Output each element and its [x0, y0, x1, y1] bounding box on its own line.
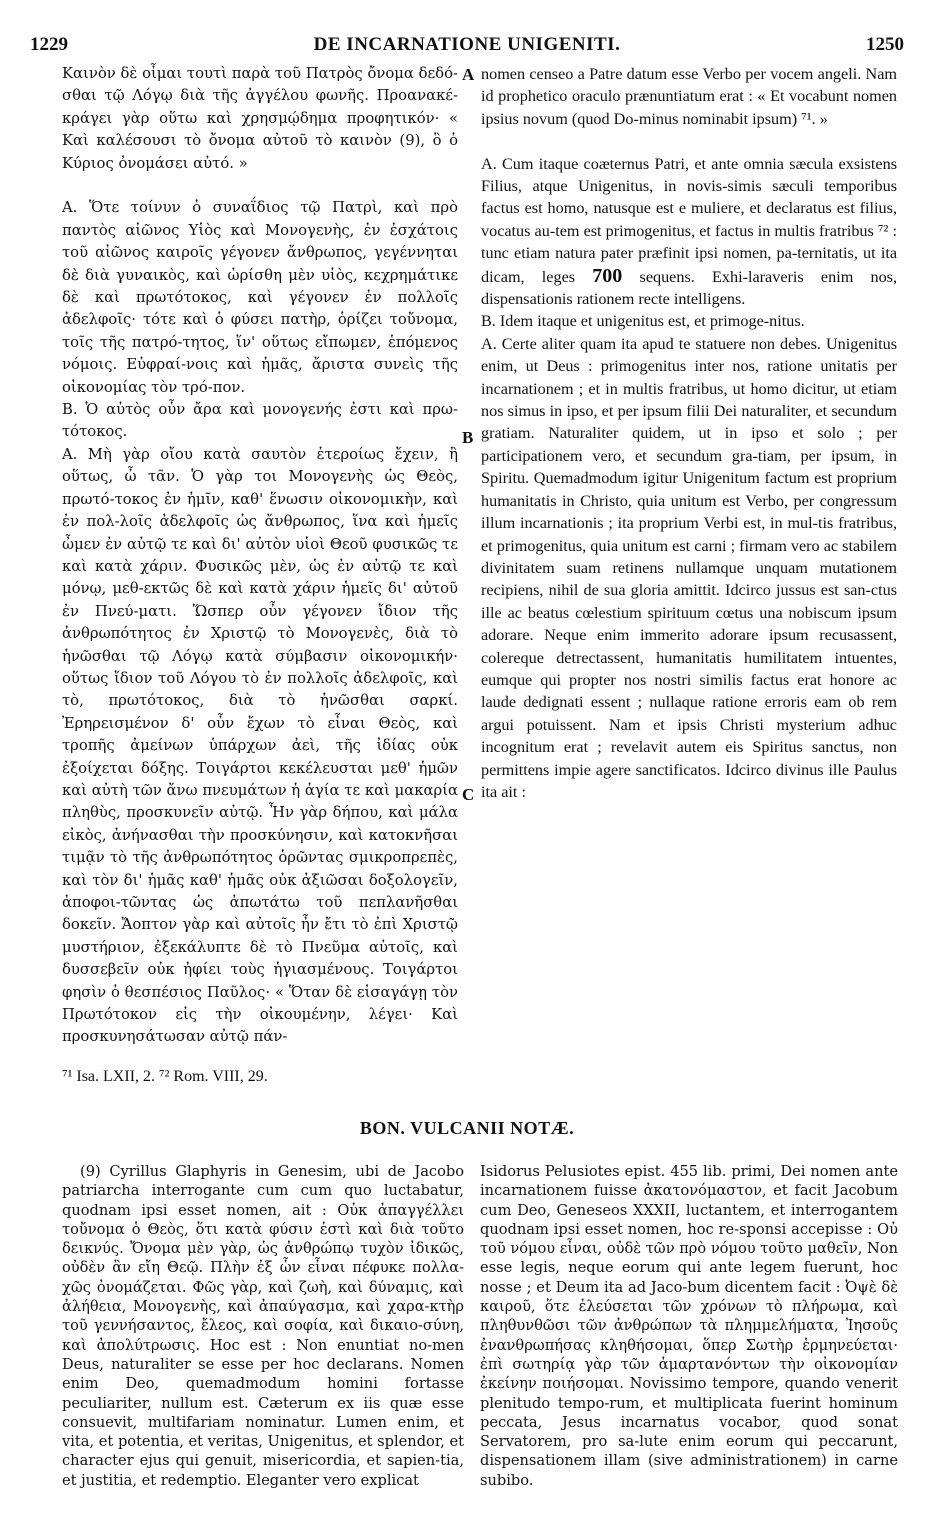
latin-paragraph-3: B. Idem itaque et unigenitus est, et primoge-nitus.	[481, 312, 805, 331]
column-number: 700	[592, 264, 623, 287]
margin-letter-a: A	[462, 65, 475, 84]
margin-letter-c: C	[462, 785, 475, 804]
greek-paragraph-1: Καινὸν δὲ οἶμαι τουτὶ παρὰ τοῦ Πατρὸς ὄνομα δεδό-σθαι τῷ Λόγῳ διὰ τῆς ἀγγέλου φωνῆς. Προανακέ-κράγει γὰρ οὕτω καὶ χρησμῴδημα προφητικόν· « Καὶ καλέσουσι τὸ ὄνομα αὐτοῦ τὸ καινὸν (9), ὃ ὁ Κύριος ὀνομάσει αὐτό. »	[62, 65, 458, 172]
footnotes: ⁷¹ Isa. LXII, 2. ⁷² Rom. VIII, 29.	[62, 1068, 268, 1085]
latin-paragraph-4: A. Certe aliter quam ita apud te statuere non debes. Unigenitus enim, ut Deus : primogenitus inter nos, ratione unitatis per incarnationem ; et in multis fratribus, ut homo dicitur, ut etiam nos simus in ipso, et per ipsum filii Dei naturaliter, et secundum gratiam. Naturaliter quidem, ut in ipso et solo ; per participationem vero, et secundum gra-tiam, per ipsum, in Spiritu. Quemadmodum igitur Unigenitum factum est proprium humanitatis in Christo, quia unitum est Verbo, per congressum illum incarnationis ; ita proprium Verbi est, in mul-tis fratribus, et primogenitus, quia unitum est carni ; firmam vero ac stabilem divinitatem suam retinens nullamque unquam mutationem recipiens, nihil de sua gloria amittit. Idcirco jussus est san-ctus ille ac beatus cœlestium spirituum cœtus una nobiscum ipsum adorare. Neque enim immerito adorare ipsum recusassent, colereque detrectassent, humanitatis humilitatem intuentes, eumque qui propter nos nostri similis factus erat honore ac laude dedignati essent ; nullaque ratione erroris eam ob rem argui potuissent. Nam et ipsis Christi mysterium adhuc incognitum erat ; revelavit autem eis Spiritus sanctus, non permittens impie agere sanctificatos. Idcirco divinus ille Paulus ita ait :	[481, 334, 897, 801]
notes-title: BON. VULCANII NOTÆ.	[359, 1118, 575, 1138]
latin-paragraph-2	[481, 153, 897, 311]
latin-paragraph-1: nomen censeo a Patre datum esse Verbo per vocem angeli. Nam id prophetico oraculo prænuntiatum erat : « Et vocabunt nomen ipsius novum (quod Do-minus nominabit ipsum) ⁷¹. »	[481, 65, 897, 128]
notes-right-column	[480, 1162, 898, 1490]
latin-column	[481, 63, 897, 803]
greek-paragraph-3: Β. Ὁ αὐτὸς οὖν ἄρα καὶ μονογενής ἐστι καὶ πρω-τότοκος.	[62, 401, 458, 441]
page-number-right: 1250	[866, 34, 904, 55]
page-number-left: 1229	[30, 34, 68, 55]
running-header	[30, 34, 904, 56]
note-9: (9) Cyrillus Glaphyris in Genesim, ubi de Jacobo patriarcha interrogante cum cum quo luctabatur, quodnam ipsi esset nomen, ait : Οὐκ ἀπαγγέλλει τοὔνομα ὁ Θεὸς, ὅτι κατὰ φύσιν ἐστὶ καὶ διὰ τοῦτο δεικνύς. Ὄνομα μὲν γὰρ, ὡς ἀνθρώπῳ τυχὸν ἰδικῶς, οὐδὲν ἂν εἴη Θεῷ. Πλὴν ἐξ ὧν εἶναι πέφυκε πολλα-χῶς ὀνομάζεται. Φῶς γὰρ, καὶ ζωὴ, καὶ δύναμις, καὶ ἀλήθεια, Μονογενὴς, καὶ ἀπαύγασμα, καὶ χαρα-κτὴρ τοῦ γεννήσαντος, ἔλεος, καὶ σοφία, καὶ δικαιο-σύνη, καὶ ἀπολύτρωσις. Hoc est : Non enuntiat no-men Deus, naturaliter se esse per hoc declarans. Nomen enim Deo, quemadmodum homini fortasse peculiariter, nullum est. Cæterum ex iis quæ esse consuevit, multifariam nominatur. Lumen enim, et vita, et potentia, et veritas, Unigenitus, et splendor, et character ejus qui genuit, misericordia, et sapien-tia, et justitia, et redemptio. Eleganter vero explicat	[62, 1163, 464, 1489]
running-title: DE INCARNATIONE UNIGENITI.	[313, 34, 621, 55]
greek-paragraph-4: Α. Μὴ γὰρ οἴου κατὰ σαυτὸν ἑτεροίως ἔχειν, ἢ οὕτως, ὦ τᾶν. Ὁ γὰρ τοι Μονογενὴς ὡς Θεὸς, πρωτό-τοκος ἐν ἡμῖν, καθ' ἕνωσιν οἰκονομικὴν, καὶ ἐν πολ-λοῖς ἀδελφοῖς ὡς ἄνθρωπος, ἵνα καὶ ἡμεῖς ὦμεν ἐν αὐτῷ τε καὶ δι' αὐτὸν υἱοὶ Θεοῦ φυσικῶς τε καὶ κατὰ χάριν. Φυσικῶς μὲν, ὡς ἐν αὐτῷ τε καὶ μόνῳ, μεθ-εκτῶς δὲ καὶ κατὰ χάριν ἡμεῖς δι' αὐτοῦ ἐν Πνεύ-ματι. Ὥσπερ οὖν γέγονεν ἴδιον τῆς ἀνθρωπότητος ἐν Χριστῷ τὸ Μονογενὲς, διὰ τὸ ἡνῶσθαι τῷ Λόγῳ κατὰ σύμβασιν οἰκονομικήν· οὕτως ἴδιον τοῦ Λόγου τὸ ἐν πολλοῖς ἀδελφοῖς, καὶ τὸ, πρωτότοκος, διὰ τὸ ἡνῶσθαι σαρκί. Ἐρηρεισμένον δ' οὖν ἔχων τὸ εἶναι Θεὸς, καὶ τροπῆς ἀμείνων ὑπάρχων ἀεὶ, τῆς ἰδίας οὐκ ἐξοίχεται δόξης. Τοιγάρτοι κεκέλευσται μεθ' ἡμῶν καὶ αὐτὴ τῶν ἄνω πνευμάτων ἡ ἁγία τε καὶ μακαρία πληθὺς, προσκυνεῖν αὐτῷ. Ἦν γὰρ δήπου, καὶ μάλα εἰκὸς, ἀνήνασθαι τὴν προσκύνησιν, καὶ κατοκνῆσαι τιμᾷν τὸ τῆς ἀνθρωπότητος ὁρῶντας σμικροπρεπὲς, καὶ τὸν δι' ἡμᾶς καθ' ἡμᾶς οὐκ ἀξιῶσαι δοξολογεῖν, ἀποφοι-τῶντας ὡς ἀπωτάτω τοῦ πεπλανῆσθαι δοκεῖν. Ἄοπτον γὰρ καὶ αὐτοῖς ἦν ἔτι τὸ ἐπὶ Χριστῷ μυστήριον, ἐξεκάλυπτε δὲ τὸ Πνεῦμα αὐτοῖς, καὶ δυσσεβεῖν οὐκ ἠφίει τοὺς ἡγιασμένους. Τοιγάρτοι φησὶν ὁ θεσπέσιος Παῦλος· « Ὅταν δὲ εἰσαγάγῃ τὸν Πρωτότοκον εἰς τὴν οἰκουμένην, λέγει· Καὶ προσκυνησάτωσαν αὐτῷ πάν-	[62, 445, 458, 1046]
latin-paragraph-2-text: A. Cum itaque coæternus Patri, et ante omnia sæcula exsistens Filius, atque Unigenitus, in novis-simis sæculi temporibus factus est homo, natusque est e muliere, et declaratus est filius, vocatus au-tem est primogenitus, et factus in multis fratribus ⁷² : tunc etiam natura pater præfinit ipsi nomen, pa-ternitatis, ut ita dicam, leges	[481, 154, 897, 286]
greek-paragraph-2: Α. Ὅτε τοίνυν ὁ συναΐδιος τῷ Πατρὶ, καὶ πρὸ παντὸς αἰῶνος Υἱὸς καὶ Μονογενὴς, ἐν ἐσχάτοις τοῦ αἰῶνος καιροῖς γέγονεν ἄνθρωπος, γεγέννηται δὲ διὰ γυναικὸς, καὶ ὡρίσθη μὲν υἱὸς, κεχρημάτικε δὲ καὶ πρωτότοκος, καὶ γέγονεν ἐν πολλοῖς ἀδελφοῖς· τότε καὶ ὁ φύσει πατὴρ, ὁρίζει τοὔνομα, τοῖς τῆς πατρό-τητος, ἵν' οὕτως εἴπωμεν, ἑπόμενος νόμοις. Εὐφραί-νοις καὶ ἡμᾶς, ἄριστα συνεὶς τῆς οἰκονομίας τὸν τρό-πον.	[62, 199, 458, 396]
margin-letter-b: B	[462, 428, 474, 447]
note-9-continued: Isidorus Pelusiotes epist. 455 lib. primi, Dei nomen ante incarnationem fuisse ἀκατονόμαστον, et facit Jacobum cum Deo, Geneseos XXXII, luctantem, et interrogantem quodnam ipsi esset nomen, hoc re-sponsi accepisse : Οὐ τοῦ νόμου εἶναι, οὐδὲ τῶν πρὸ νόμου τοῦτο μαθεῖν, Non esse legis, neque eorum qui ante legem fuerunt, hoc nosse ; et Deum ita ad Jaco-bum dicentem facit : Ὀψὲ δὲ καιροῦ, ὅτε ἐλεύσεται τῶν χρόνων τὸ πλήρωμα, καὶ πληθυνθῶσι τῶν ἀνθρώπων τὰ πλημμελήματα, Ἰησοῦς ἐνανθρωπήσας κληθήσομαι, ὅπερ Σωτὴρ ἑρμηνεύεται· ἐπὶ σωτηρίᾳ γὰρ τῶν ἁμαρτανόντων τὴν οἰκονομίαν ἐκείνην ποιήσομαι. Novissimo tempore, quando venerit plenitudo tempo-rum, et multiplicata fuerint hominum peccata, Jesus incarnatus vocabor, quod sonat Servatorem, pro sa-lute enim eorum qui peccarunt, dispensationem illam (sive administrationem) in carne subibo.	[480, 1163, 898, 1489]
greek-column	[62, 63, 458, 1049]
latin-paragraph-2-text-end: sequens. Exhi-laraveris enim nos, dispensationis rationem recte intelligens.	[481, 267, 898, 309]
notes-left-column	[62, 1162, 464, 1490]
